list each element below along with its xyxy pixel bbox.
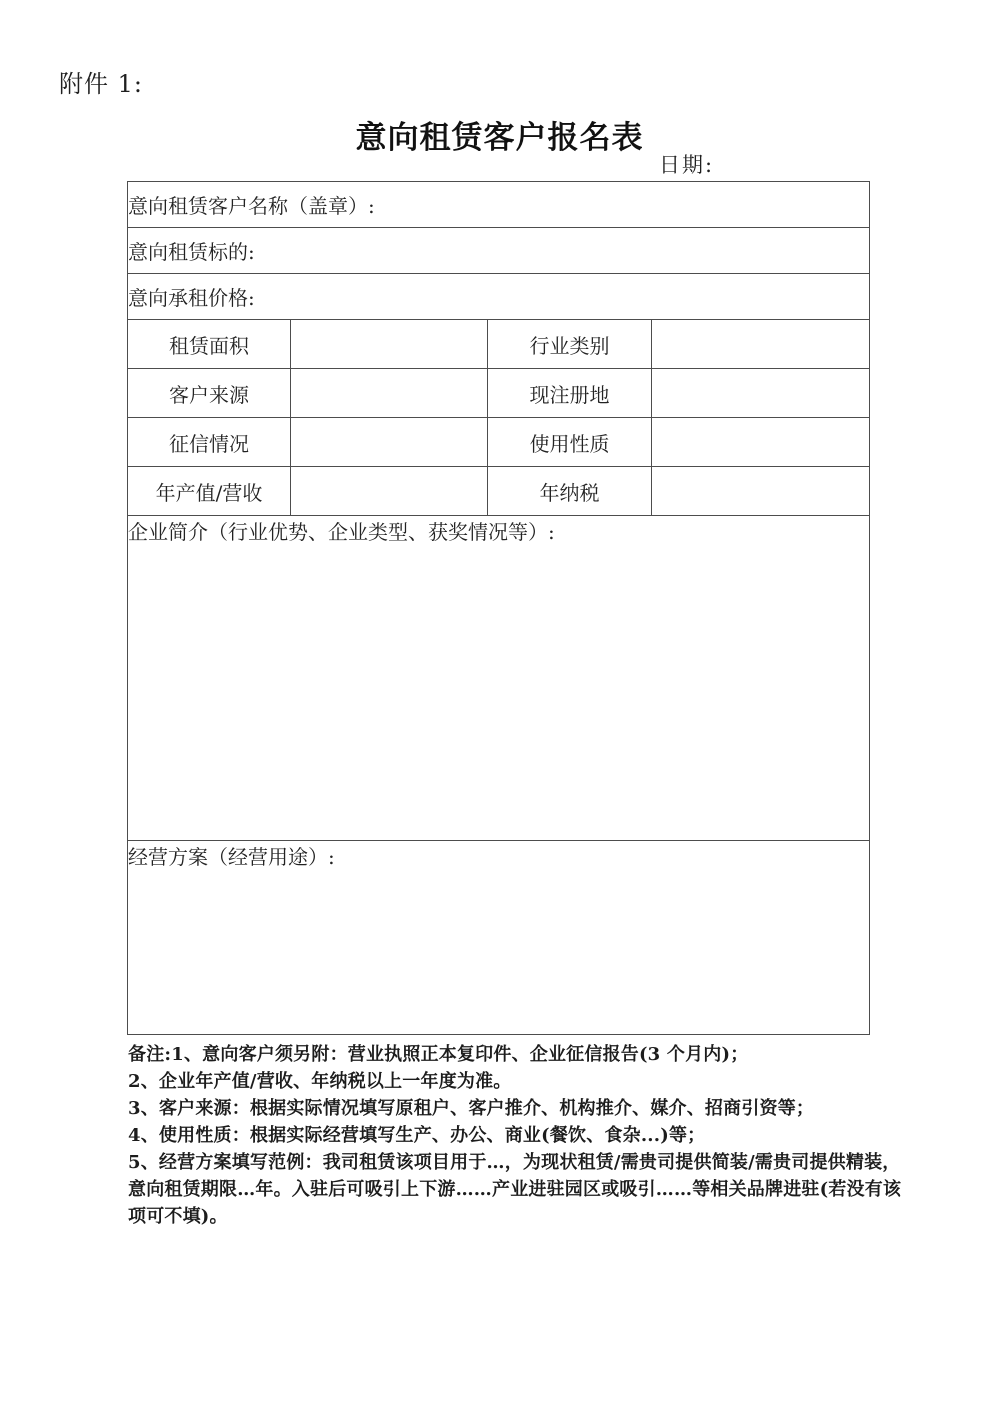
lease-area-input-cell[interactable] [291,320,488,369]
row-credit-usage [128,418,870,467]
note-line-2: 2、企业年产值/营收、年纳税以上一年度为准。 [128,1071,512,1092]
row-client-source-registered [128,369,870,418]
company-profile-cell[interactable] [128,516,870,841]
business-plan-label: 经营方案（经营用途）: [128,845,335,869]
rent-price-cell[interactable] [128,274,870,320]
row-rent-price [128,274,870,320]
lease-subject-cell[interactable] [128,228,870,274]
annual-output-input-cell[interactable] [291,467,488,516]
note-line-7: 项可不填)。 [128,1206,228,1227]
notes-section [128,1041,918,1230]
row-company-profile [128,516,870,841]
lease-area-label: 租赁面积 [128,320,291,369]
attachment-label: 附件 1: [59,70,143,98]
date-label: 日期: [659,153,715,177]
lease-subject-label: 意向租赁标的: [128,240,255,264]
client-source-input-cell[interactable] [291,369,488,418]
row-client-name [128,182,870,228]
credit-status-input-cell[interactable] [291,418,488,467]
client-name-cell[interactable] [128,182,870,228]
credit-status-label: 征信情况 [128,418,291,467]
rent-price-label: 意向承租价格: [128,286,255,310]
row-lease-subject [128,228,870,274]
page-title: 意向租赁客户报名表 [355,120,644,156]
annual-tax-label: 年纳税 [488,467,652,516]
note-line-4: 4、使用性质：根据实际经营填写生产、办公、商业(餐饮、食杂...)等； [128,1125,706,1146]
industry-category-label: 行业类别 [488,320,652,369]
annual-output-label: 年产值/营收 [128,467,291,516]
note-line-5: 5、经营方案填写范例：我司租赁该项目用于…，为现状租赁/需贵司提供简装/需贵司提供精装， [128,1152,901,1173]
company-profile-label: 企业简介（行业优势、企业类型、获奖情况等）: [128,520,555,544]
row-output-tax [128,467,870,516]
client-name-label: 意向租赁客户名称（盖章）: [128,194,375,218]
application-form-table [127,181,870,1035]
business-plan-cell[interactable] [128,841,870,1035]
usage-nature-input-cell[interactable] [652,418,870,467]
client-source-label: 客户来源 [128,369,291,418]
usage-nature-label: 使用性质 [488,418,652,467]
company-profile-value [128,545,869,585]
registered-address-label: 现注册地 [488,369,652,418]
note-line-6: 意向租赁期限…年。入驻后可吸引上下游……产业进驻园区或吸引……等相关品牌进驻(若没有该 [128,1179,902,1200]
annual-tax-input-cell[interactable] [652,467,870,516]
note-line-3: 3、客户来源：根据实际情况填写原租户、客户推介、机构推介、媒介、招商引资等； [128,1098,815,1119]
industry-category-input-cell[interactable] [652,320,870,369]
row-lease-area-industry [128,320,870,369]
note-line-1: 备注:1、意向客户须另附：营业执照正本复印件、企业征信报告(3 个月内)； [128,1044,749,1065]
business-plan-value [128,870,869,910]
row-business-plan [128,841,870,1035]
registered-address-input-cell[interactable] [652,369,870,418]
